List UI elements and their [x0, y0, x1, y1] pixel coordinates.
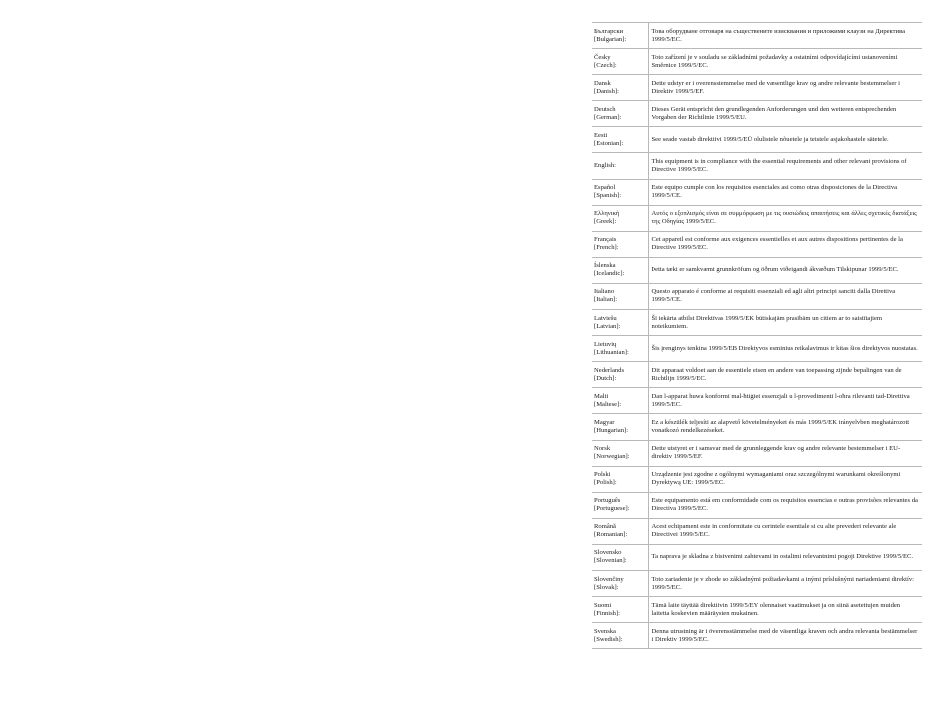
- declaration-text: Ez a készülék teljesíti az alapvető követelményeket és más 1999/5/EK irányelvben meghatározott vonatkozó rendelkezéseket.: [648, 414, 922, 440]
- declaration-text: Urządzenie jest zgodne z ogólnymi wymaganiami oraz szczególnymi warunkami określonymi Dyrektywą UE: 1999/5/EC.: [648, 466, 922, 492]
- language-name: Nederlands: [594, 366, 625, 374]
- declaration-row: [592, 623, 922, 649]
- declaration-row: [592, 23, 922, 49]
- declaration-row: [592, 49, 922, 75]
- language-cell: [592, 414, 648, 440]
- language-name: Norsk: [594, 445, 611, 453]
- language-name: Eesti: [594, 131, 608, 139]
- language-cell: [592, 205, 648, 231]
- language-cell: [592, 101, 648, 127]
- compliance-declarations-table: [592, 22, 922, 649]
- declaration-text: Þetta tæki er samkvæmt grunnkröfum og öðrum viðeigandi ákvæðum Tilskipunar 1999/5/EC.: [648, 257, 922, 283]
- language-name: Português: [594, 497, 621, 505]
- language-english-name: [Latvian]:: [594, 322, 621, 330]
- language-cell: [592, 362, 648, 388]
- declaration-row: [592, 414, 922, 440]
- language-name: Ελληνική: [594, 210, 620, 218]
- language-cell: [592, 49, 648, 75]
- declaration-text: See seade vastab direktiivi 1999/5/EÜ olulistele nõuetele ja teistele asjakohastele sätetele.: [648, 127, 922, 153]
- language-english-name: [Lithuanian]:: [594, 348, 629, 356]
- declaration-text: Questo apparato é conforme ai requisiti essenziali ed agli altri principi sanciti dalla Direttiva 1999/5/CE.: [648, 283, 922, 309]
- language-english-name: [Bulgarian]:: [594, 35, 627, 43]
- language-english-name: [Finnish]:: [594, 609, 621, 617]
- language-cell: [592, 492, 648, 518]
- language-name: Magyar: [594, 418, 615, 426]
- language-english-name: [Dutch]:: [594, 374, 617, 382]
- language-cell: [592, 179, 648, 205]
- declaration-row: [592, 310, 922, 336]
- language-cell: [592, 518, 648, 544]
- declaration-row: [592, 231, 922, 257]
- language-name: Български: [594, 27, 624, 35]
- declaration-row: [592, 205, 922, 231]
- declaration-row: [592, 101, 922, 127]
- language-english-name: [Maltese]:: [594, 400, 622, 408]
- language-cell: [592, 388, 648, 414]
- declaration-row: [592, 336, 922, 362]
- declaration-row: [592, 75, 922, 101]
- language-english-name: [Slovak]:: [594, 583, 619, 591]
- declaration-text: Toto zariadenie je v zhode so základnými požiadavkami a inými príslušnými nariadeniami direktív: 1999/5/EC.: [648, 570, 922, 596]
- language-cell: [592, 75, 648, 101]
- declarations-body: [592, 23, 922, 649]
- language-cell: [592, 153, 648, 179]
- language-name: Deutsch: [594, 105, 616, 113]
- language-cell: [592, 570, 648, 596]
- declaration-row: [592, 362, 922, 388]
- language-cell: [592, 127, 648, 153]
- declaration-row: [592, 597, 922, 623]
- declaration-text: This equipment is in compliance with the essential requirements and other relevant provisions of Directive 1999/5/EC.: [648, 153, 922, 179]
- declaration-row: [592, 570, 922, 596]
- language-english-name: [Greek]:: [594, 218, 617, 226]
- language-english-name: [Czech]:: [594, 61, 617, 69]
- declaration-text: Este equipo cumple con los requisitos esenciales asi como otras disposiciones de la Directiva 1999/5/CE.: [648, 179, 922, 205]
- language-name: Italiano: [594, 288, 615, 296]
- declaration-text: Dit apparaat voldoet aan de essentiele eisen en andere van toepassing zijnde bepalingen van de Richtlijn 1999/5/EC.: [648, 362, 922, 388]
- language-english-name: [Swedish]:: [594, 635, 623, 643]
- language-english-name: [Romanian]:: [594, 531, 628, 539]
- declaration-row: [592, 388, 922, 414]
- declaration-text: Това оборудване отговаря на съществените изисквания и приложими клаузи на Директива 1999/5/ЕС.: [648, 23, 922, 49]
- declaration-text: Tämä laite täyttää direktiivin 1999/5/EY olennaiset vaatimukset ja on siinä asetettujen muiden laitetta koskevien määräysten mukainen.: [648, 597, 922, 623]
- language-english-name: [Spanish]:: [594, 192, 622, 200]
- declaration-text: Cet appareil est conforme aux exigences essentielles et aux autres dispositions pertinentes de la Directive 1999/5/EC.: [648, 231, 922, 257]
- declaration-text: Αυτός ο εξοπλισμός είναι σε συμμόρφωση με τις ουσιώδεις απαιτήσεις και άλλες σχετικές διατάξεις της Οδηγίας 1999/5/EC.: [648, 205, 922, 231]
- language-name: Română: [594, 523, 616, 531]
- declaration-row: [592, 440, 922, 466]
- declaration-row: [592, 283, 922, 309]
- language-name: Slovenčiny: [594, 575, 624, 583]
- declaration-row: [592, 492, 922, 518]
- declaration-text: Dieses Gerät entspricht den grundlegenden Anforderungen und den weiteren entsprechenden Vorgaben der Richtlinie 1999/5/EU.: [648, 101, 922, 127]
- declaration-row: [592, 518, 922, 544]
- declaration-text: Acest echipament este in conformitate cu cerintele esentiale si cu alte prevederi relevante ale Directivei 1999/5/EC.: [648, 518, 922, 544]
- language-name: Polski: [594, 471, 611, 479]
- language-cell: [592, 336, 648, 362]
- language-cell: [592, 623, 648, 649]
- language-english-name: [Norwegian]:: [594, 453, 630, 461]
- declaration-row: [592, 179, 922, 205]
- language-english-name: [Portuguese]:: [594, 505, 630, 513]
- language-name: Dansk: [594, 79, 611, 87]
- language-name: Svenska: [594, 627, 616, 635]
- language-name: Français: [594, 236, 617, 244]
- declaration-text: Toto zařízení je v souladu se základními požadavky a ostatními odpovídajícími ustanoveními Směrnice 1999/5/EC.: [648, 49, 922, 75]
- declaration-row: [592, 153, 922, 179]
- language-name: Slovensko: [594, 549, 622, 557]
- language-english-name: [Polish]:: [594, 479, 617, 487]
- language-name: Lietuvių: [594, 340, 617, 348]
- declaration-text: Dan l-apparat huwa konformi mal-ħtiġiet essenzjali u l-provedimenti l-oħra rilevanti tad-Direttiva 1999/5/EC.: [648, 388, 922, 414]
- declaration-row: [592, 257, 922, 283]
- language-name: Español: [594, 184, 616, 192]
- language-english-name: [French]:: [594, 244, 619, 252]
- declaration-row: [592, 127, 922, 153]
- language-cell: [592, 440, 648, 466]
- language-cell: [592, 283, 648, 309]
- declaration-text: Dette udstyr er i overensstemmelse med de væsentlige krav og andre relevante bestemmelser i Direktiv 1999/5/EF.: [648, 75, 922, 101]
- declaration-text: Ta naprava je skladna z bistvenimi zahtevami in ostalimi relevantnimi pogoji Direktive 1999/5/EC.: [648, 544, 922, 570]
- language-english-name: [Icelandic]:: [594, 270, 625, 278]
- language-cell: [592, 23, 648, 49]
- language-cell: [592, 257, 648, 283]
- declaration-text: Šis įrenginys tenkina 1999/5/EB Direktyvos esminius reikalavimus ir kitas šios direktyvos nuostatas.: [648, 336, 922, 362]
- declaration-row: [592, 544, 922, 570]
- language-cell: [592, 544, 648, 570]
- language-english-name: [Danish]:: [594, 87, 619, 95]
- language-english-name: [Hungarian]:: [594, 426, 629, 434]
- language-english-name: [German]:: [594, 113, 622, 121]
- declaration-text: Denna utrustning är i överensstämmelse med de väsentliga kraven och andra relevanta bestämmelser i Direktiv 1999/5/EC.: [648, 623, 922, 649]
- language-name: English:: [594, 162, 616, 170]
- language-cell: [592, 231, 648, 257]
- declaration-row: [592, 466, 922, 492]
- language-name: Íslenska: [594, 262, 616, 270]
- language-cell: [592, 466, 648, 492]
- language-name: Malti: [594, 392, 609, 400]
- language-cell: [592, 597, 648, 623]
- language-cell: [592, 310, 648, 336]
- language-english-name: [Slovenian]:: [594, 557, 627, 565]
- language-english-name: [Italian]:: [594, 296, 618, 304]
- language-english-name: [Estonian]:: [594, 139, 624, 147]
- declaration-text: Šī iekārta atbilst Direktīvas 1999/5/EK būtiskajām prasībām un citiem ar to saistītajiem noteikumiem.: [648, 310, 922, 336]
- language-name: Suomi: [594, 601, 612, 609]
- declaration-text: Dette utstyret er i samsvar med de grunnleggende krav og andre relevante bestemmelser i EU-direktiv 1999/5/EF.: [648, 440, 922, 466]
- language-name: Latviešu: [594, 314, 617, 322]
- language-name: Česky: [594, 53, 611, 61]
- declaration-text: Este equipamento está em conformidade com os requisitos essencias e outras provisões relevantes da Directiva 1999/5/EC.: [648, 492, 922, 518]
